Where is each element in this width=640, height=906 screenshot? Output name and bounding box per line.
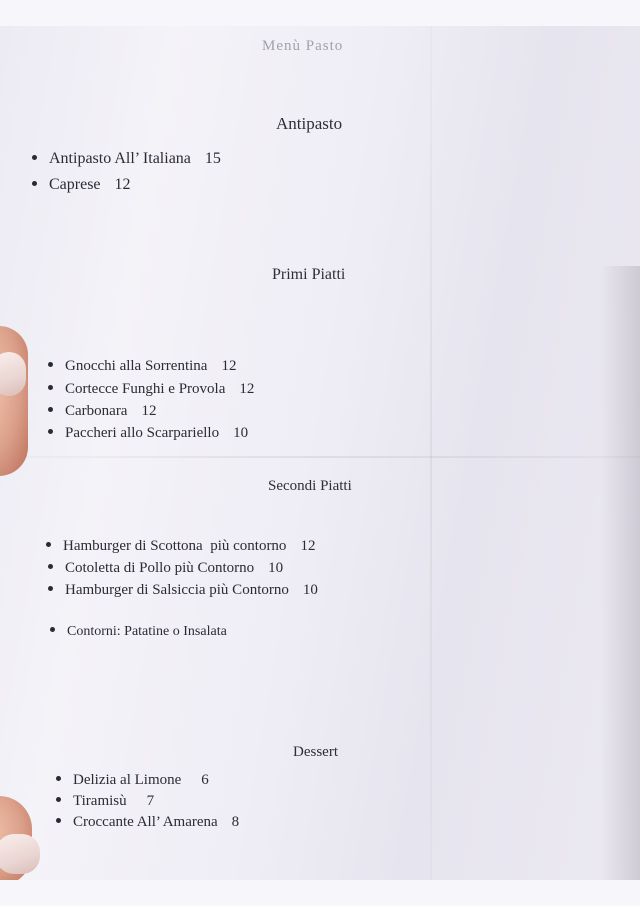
cut-off-header: Menù Pasto (262, 38, 344, 54)
menu-item (48, 560, 283, 577)
section-title-primi-piatti: Primi Piatti (272, 266, 346, 283)
item-price: 7 (146, 793, 155, 809)
bullet-icon (50, 627, 55, 632)
menu-sheet (0, 26, 640, 880)
item-name: Cortecce Funghi e Provola (65, 381, 226, 397)
item-name: Croccante All’ Amarena (73, 814, 218, 830)
bullet-icon (32, 155, 37, 160)
bullet-icon (48, 385, 53, 390)
finger-left-upper (0, 326, 28, 476)
item-price: 12 (239, 381, 255, 397)
item-name: Caprese (49, 176, 101, 193)
bullet-icon (48, 429, 53, 434)
bullet-icon (48, 407, 53, 412)
item-price: 10 (268, 560, 284, 576)
item-name: Gnocchi alla Sorrentina (65, 358, 208, 374)
menu-item (50, 624, 227, 640)
section-title-dessert: Dessert (293, 744, 338, 760)
menu-item (48, 358, 236, 375)
section-title-antipasto: Antipasto (276, 114, 343, 133)
item-name: Paccheri allo Scarpariello (65, 425, 220, 441)
item-price: 15 (204, 150, 221, 167)
item-name: Hamburger di Salsiccia più Contorno (65, 582, 289, 598)
paper-shadow (600, 266, 640, 880)
fingernail-upper (0, 352, 26, 396)
menu-item (32, 176, 131, 194)
menu-item (48, 425, 248, 442)
item-name: Contorni: Patatine o Insalata (67, 624, 227, 639)
item-name: Hamburger di Scottona più contorno (63, 538, 287, 554)
section-title-secondi-piatti: Secondi Piatti (268, 478, 352, 494)
item-price: 10 (302, 582, 318, 598)
menu-item (56, 793, 154, 810)
menu-item (48, 381, 254, 398)
item-name: Tiramisù (73, 793, 127, 809)
bullet-icon (48, 564, 53, 569)
bullet-icon (56, 776, 61, 781)
item-price: 10 (233, 425, 249, 441)
item-name: Antipasto All’ Italiana (49, 150, 191, 167)
item-name: Carbonara (65, 403, 128, 419)
item-name: Delizia al Limone (73, 772, 182, 788)
menu-item (32, 150, 221, 168)
bullet-icon (48, 362, 53, 367)
item-price: 12 (141, 403, 157, 419)
item-price: 12 (221, 358, 237, 374)
bullet-icon (32, 181, 37, 186)
item-price: 12 (114, 176, 131, 193)
menu-item (48, 582, 318, 599)
paper-fold-vertical (430, 26, 432, 880)
bullet-icon (48, 586, 53, 591)
item-name: Cotoletta di Pollo più Contorno (65, 560, 255, 576)
menu-item (46, 538, 315, 555)
item-price: 6 (201, 772, 209, 788)
menu-item (56, 772, 209, 789)
bullet-icon (56, 818, 61, 823)
paper-fold-horizontal (0, 456, 640, 458)
item-price: 8 (231, 814, 240, 830)
menu-item (56, 814, 239, 831)
bullet-icon (56, 797, 61, 802)
fingernail-lower (0, 834, 40, 874)
item-price: 12 (300, 538, 316, 554)
bullet-icon (46, 542, 51, 547)
menu-item (48, 403, 156, 420)
